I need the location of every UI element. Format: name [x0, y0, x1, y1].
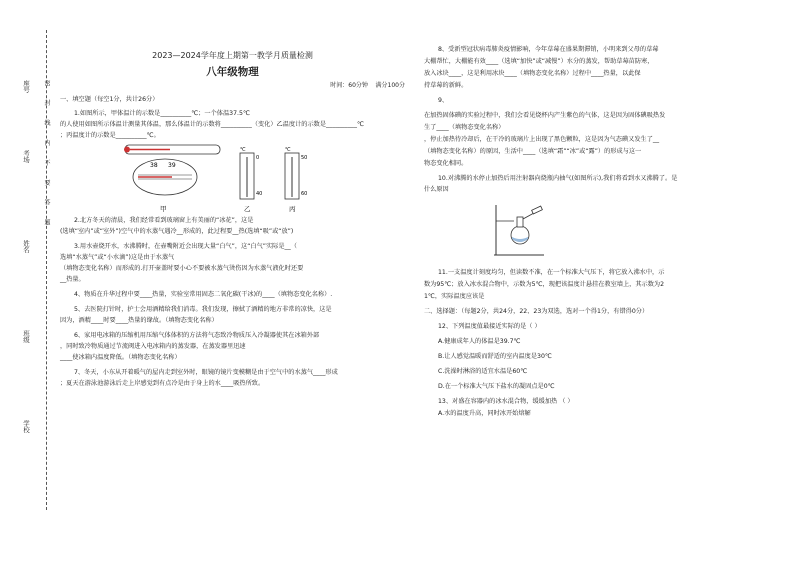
- q9-line1: 在加热固体碘的实验过程中，我们会看见烧杯内产生紫色的气体，这是因为固体碘吸热发: [424, 111, 666, 119]
- q5-line2: 因为，酒精____时要____热量的缘故。（填物态变化名称）: [60, 317, 218, 325]
- bing-unit: ℃: [285, 147, 291, 154]
- q1-line2: 的人使用如图所示体温计测量其体温，那么体温计的示数将__________（变化）乙温度计的示数是__________℃: [60, 121, 364, 129]
- label-school: 学校: [22, 420, 30, 433]
- flask-figure: [424, 199, 774, 261]
- bing-tick-bottom: 60: [301, 191, 308, 198]
- q3-line1: 3.用水壶烧开水，水沸腾时，在壶嘴附近会出现大量“白气”，这“白气”实际是__（: [74, 243, 297, 251]
- q2-line2: (选填“室内”或“室外”)空气中的水蒸气遇冷__形成的，此过程要__热(选填“吸”或“放”): [60, 228, 294, 236]
- exam-meta: [60, 82, 405, 91]
- q8-line2: 大棚帮忙，大棚能有效____（选填“加快”或“减慢”）水分的蒸发，帮助草莓苗防寒，: [424, 57, 654, 65]
- q12-option-b: B.让人感觉温暖而舒适的室内温度是30℃: [438, 352, 552, 360]
- q12-option-d: D.在一个标准大气压下盐水的凝固点是0℃: [438, 382, 555, 390]
- q12-option-c: C.洗澡时淋浴的适宜水温是60℃: [438, 367, 528, 375]
- q13-stem: 13、对盛在容器内的冰水混合物，缓缓加热 （ ）: [438, 397, 574, 405]
- q7-line2: ；夏天在游泳池游泳后走上岸感觉到有点冷是由于身上的水____吸热所致。: [60, 380, 265, 388]
- q8-line3: 放入冰块____，这是利用冰块____（填物态变化名称）过程中____热量，以此保: [424, 69, 641, 77]
- q1-line1: 1.如图所示，甲体温计的示数是__________℃；一个体温37.5℃: [74, 110, 250, 118]
- q5-line1: 5、去医院打针时，护士会用酒精给我们消毒。我们发现，擦拭了酒精的地方非常的凉快，这是: [74, 306, 332, 314]
- left-column: [60, 50, 405, 395]
- yi-tick-bottom: 40: [256, 191, 263, 198]
- seal-line-text: 密 封 线 内 不 要 答 题: [43, 80, 50, 232]
- q6-line2: ，同时致冷物质通过节流阀进入电冰箱内的蒸发器，在蒸发器里迅速: [60, 343, 246, 351]
- q12-option-a: A.健康成年人的体温是39.7℃: [438, 337, 521, 345]
- label-yi: 乙: [244, 205, 251, 214]
- q10-line1: 10.对沸腾的水停止加热后用注射器向烧瓶内抽气(如图所示),我们将看到水又沸腾了。是: [438, 174, 678, 182]
- exam-time: 时间：60分钟: [330, 81, 368, 89]
- thermometer-svg: [60, 143, 405, 213]
- bing-tick-top: 50: [301, 155, 308, 162]
- exam-score: 满分100分: [375, 81, 405, 89]
- label-seat: 座号: [22, 80, 30, 93]
- q4: 4、物质在升华过程中要____热量，实验室常用固态二氧化碳(干冰)的____（填物态变化名称）.: [74, 291, 333, 299]
- q11-line1: 11.一支温度计刻度均匀，但读数不准，在一个标准大气压下，将它放入沸水中，示: [438, 268, 665, 276]
- label-name: 姓名: [22, 240, 30, 253]
- right-column: [424, 46, 774, 425]
- section-choice: 二、选择题：（每题2分，共24分，22、23为双选，选对一个得1分，有错得0分）: [424, 307, 649, 315]
- q7-line1: 7、冬天，小东从开着暖气的屋内走到室外时，眼镜的镜片变模糊是由于空气中的水蒸气____形成: [74, 369, 338, 377]
- q8-line4: 持草莓的新鲜。: [424, 81, 468, 89]
- jia-tick-39: 39: [168, 162, 176, 170]
- section-fill-blank: 一、填空题（每空1分，共计26分）: [60, 95, 159, 103]
- q3-line2: 选填“水蒸气”或“小水滴”)这是由于水蒸气: [60, 254, 175, 262]
- exam-title: 2023—2024学年度上期第一教学月质量检测: [152, 51, 313, 60]
- q10-line2: 什么原因: [424, 185, 449, 193]
- q12-stem: 12、下列温度值最接近实际的是（ ）: [438, 322, 541, 330]
- label-jia: 甲: [160, 205, 167, 214]
- q3-line3: （填物态变化名称）而形成的.打开壶盖时要小心不要被水蒸气烫伤因为水蒸气液化时还要: [60, 265, 304, 273]
- binding-margin: [14, 40, 54, 550]
- label-room: 考场: [22, 150, 30, 163]
- yi-unit: ℃: [240, 147, 246, 154]
- q2-line1: 2.北方冬天的清晨，我们经常看到玻璃窗上有美丽的“冰花”，这是: [74, 217, 254, 225]
- q9-number: 9、: [438, 96, 449, 104]
- q11-line2: 数为95℃；放入冰水混合物中，示数为5℃，现把该温度计悬挂在教室墙上，其示数为2: [424, 280, 665, 288]
- thermometer-figure: [60, 143, 405, 213]
- q11-line3: 1℃，实际温度应该是: [424, 292, 485, 300]
- q13-option-a: A.水的温度升高，同时冰开始熔解: [438, 409, 531, 417]
- label-bing: 丙: [289, 205, 296, 214]
- q8-line1: 8、受新型冠状病毒肺炎疫情影响，今年草莓在盛果期滞销，小明来到父母的草莓: [438, 46, 659, 53]
- q3-line4: __热量。: [60, 276, 85, 284]
- jia-tick-38: 38: [150, 162, 158, 170]
- q1-line3: ；丙温度计的示数是__________℃。: [60, 132, 160, 140]
- q6-line3: ____使冰箱内温度降低。（填物态变化名称）: [60, 354, 181, 362]
- exam-subject: 八年级物理: [206, 65, 259, 78]
- q9-line2: 生了____（填物态变化名称）: [424, 123, 505, 131]
- q9-line4: （填物态变化名称）的原因，生活中____（选填“霜”“冰”或“露”）的形成与这一: [424, 147, 642, 155]
- q6-line1: 6、家用电冰箱的压缩机用压缩气体体积的方法将气态致冷物质压入冷凝器使其在冰箱外部: [74, 332, 320, 340]
- yi-tick-top: 0: [256, 155, 260, 162]
- seal-line: [46, 30, 47, 510]
- q9-line3: ，停止加热待冷却后，在干冷的玻璃片上出现了黑色颗粒，这是因为气态碘又发生了__: [424, 135, 660, 143]
- q9-line5: 物态变化相同。: [424, 159, 468, 167]
- label-class: 班级: [22, 330, 30, 343]
- flask-svg: [424, 199, 774, 261]
